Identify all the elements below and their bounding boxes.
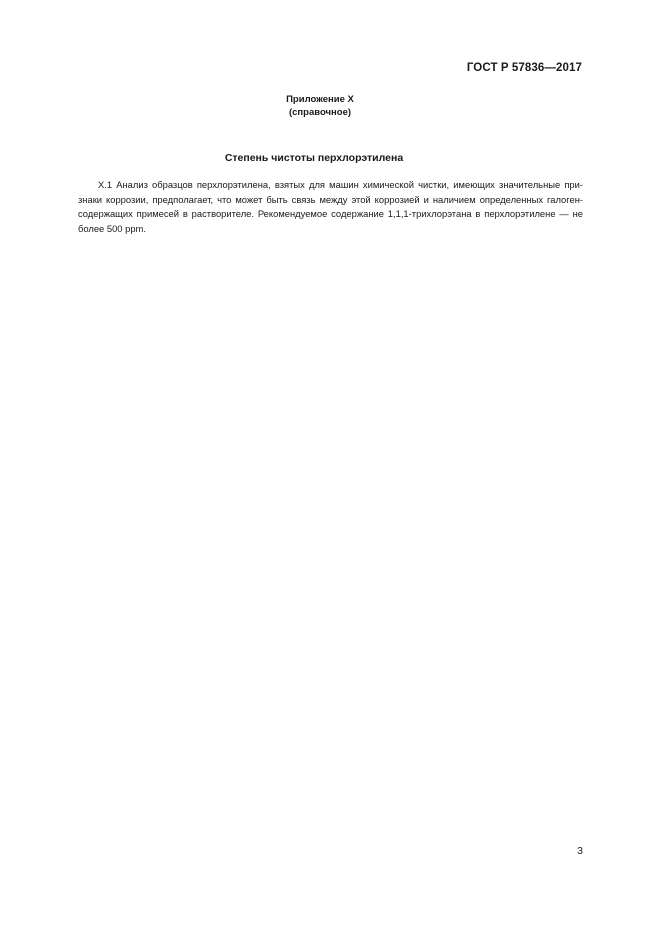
annex-status: (справочное)	[288, 107, 352, 118]
annex-title: Приложение Х	[286, 94, 354, 105]
paragraph-line: Х.1 Анализ образцов перхлорэтилена, взятых для машин химической чистки, имеющих значительные при-	[98, 179, 583, 190]
paragraph-line: содержащих примесей в растворителе. Рекомендуемое содержание 1,1,1-трихлорэтана в перхлорэтилене — не	[78, 208, 583, 219]
paragraph-line: более 500 ppm.	[78, 222, 146, 234]
annex-heading	[0, 93, 640, 119]
document-code-header: ГОСТ Р 57836—2017	[466, 62, 582, 74]
section-title: Степень чистоты перхлорэтилена	[224, 152, 404, 164]
page-number: 3	[577, 845, 583, 857]
body-paragraph	[78, 178, 583, 236]
paragraph-line: знаки коррозии, предполагает, что может быть связь между этой коррозией и наличием определенных галоген-	[78, 193, 583, 205]
